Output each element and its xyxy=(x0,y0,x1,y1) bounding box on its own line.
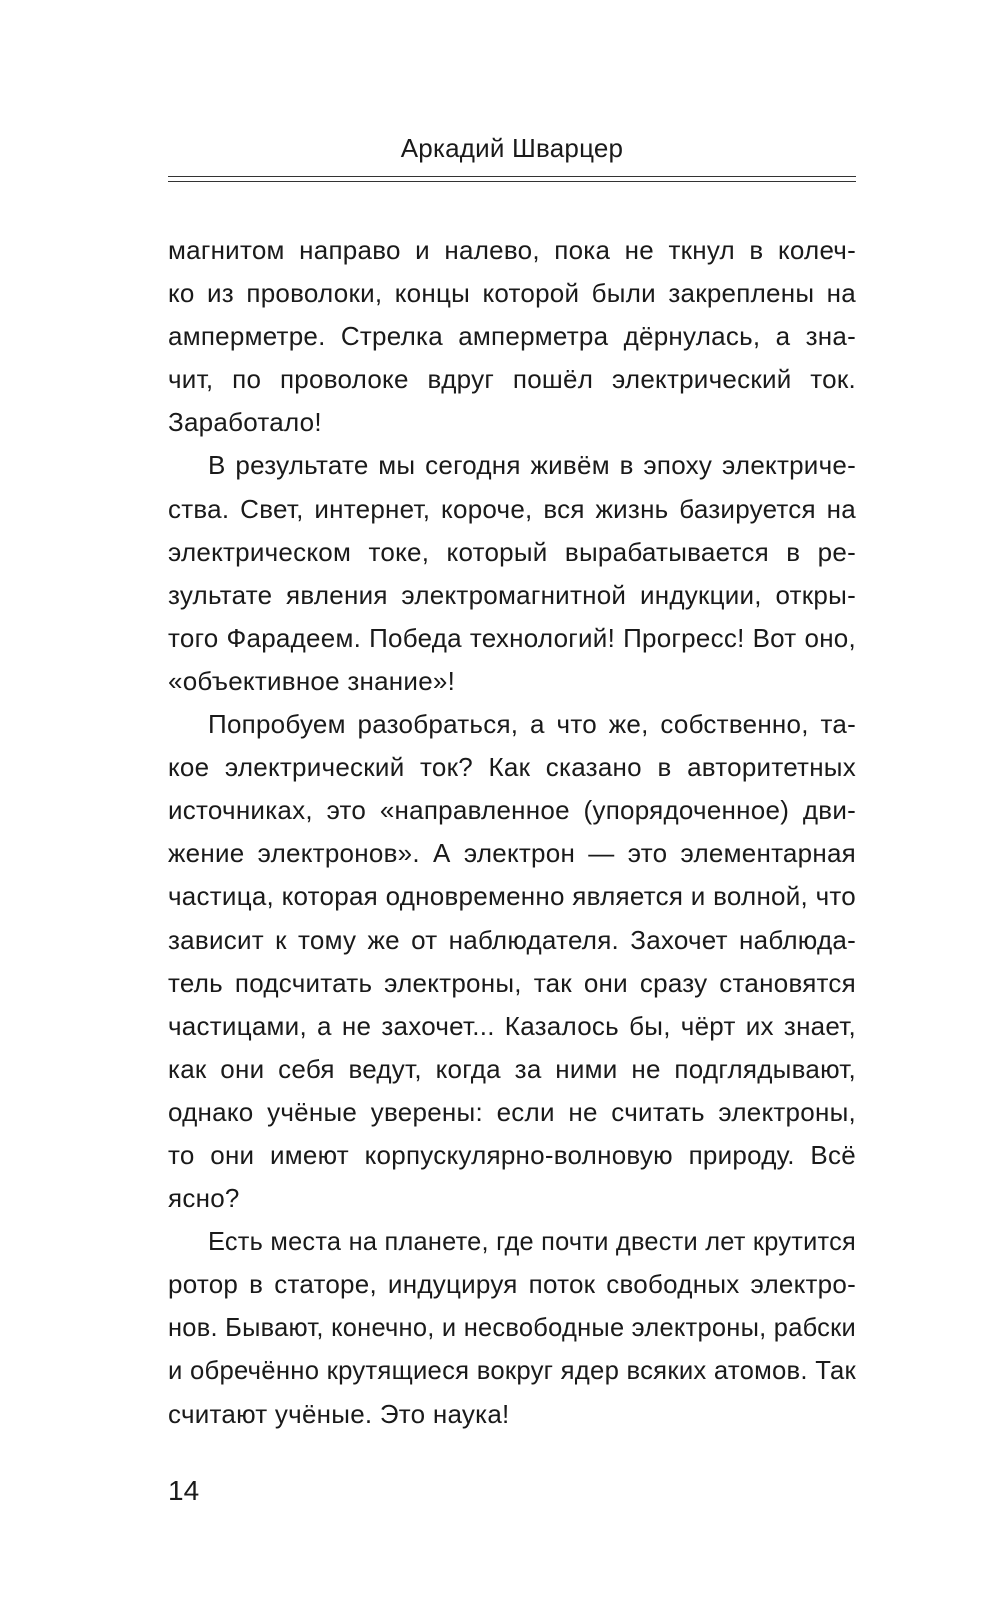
text-line: В результате мы сегодня живём в эпоху электриче- xyxy=(208,450,856,481)
text-line: кое электрический ток? Как сказано в авторитетных xyxy=(168,752,856,783)
body-text xyxy=(168,229,856,1436)
text-line: источниках, это «направленное (упорядоченное) дви- xyxy=(168,795,856,826)
text-line: как они себя ведут, когда за ними не подглядывают, xyxy=(168,1053,856,1084)
text-line: и обречённо крутящиеся вокруг ядер всяких атомов. Так xyxy=(168,1355,856,1386)
page-number: 14 xyxy=(168,1475,200,1506)
paragraph xyxy=(168,703,856,1220)
text-line: ясно? xyxy=(168,1183,240,1214)
text-line: того Фарадеем. Победа технологий! Прогресс! Вот оно, xyxy=(168,622,856,653)
text-line: частица, которая одновременно является и волной, что xyxy=(168,881,856,912)
text-line: «объективное знание»! xyxy=(168,665,456,696)
text-line: считают учёные. Это наука! xyxy=(168,1398,510,1429)
text-line: ства. Свет, интернет, короче, вся жизнь базируется на xyxy=(168,493,856,524)
text-line: зультате явления электромагнитной индукции, откры- xyxy=(168,579,856,610)
text-line: то они имеют корпускулярно-волновую природу. Всё xyxy=(168,1139,856,1170)
text-line: ко из проволоки, концы которой были закреплены на xyxy=(168,278,856,309)
paragraph xyxy=(168,444,856,703)
text-line: зависит к тому же от наблюдателя. Захочет наблюда- xyxy=(168,924,856,955)
paragraph xyxy=(168,229,856,444)
text-line: ротор в статоре, индуцируя поток свободных электро- xyxy=(168,1269,856,1300)
text-line: тель подсчитать электроны, так они сразу становятся xyxy=(168,967,856,998)
text-line: Попробуем разобраться, а что же, собственно, та- xyxy=(208,709,856,740)
paragraph xyxy=(168,1220,856,1435)
text-line: жение электронов». А электрон — это элементарная xyxy=(168,838,856,869)
text-line: нов. Бывают, конечно, и несвободные электроны, рабски xyxy=(168,1312,856,1343)
text-line: магнитом направо и налево, пока не ткнул в колеч- xyxy=(168,235,856,265)
text-line: Заработало! xyxy=(168,407,322,438)
text-line: амперметре. Стрелка амперметра дёрнулась, а зна- xyxy=(168,321,856,352)
running-head-author: Аркадий Шварцер xyxy=(400,133,624,163)
text-line: электрическом токе, который вырабатывается в ре- xyxy=(168,536,856,567)
text-line: однако учёные уверены: если не считать электроны, xyxy=(168,1096,856,1127)
header-rule-bottom xyxy=(168,181,856,182)
header-rule-top xyxy=(168,176,856,177)
text-line: Есть места на планете, где почти двести лет крутится xyxy=(208,1226,856,1257)
text-line: частицами, а не захочет... Казалось бы, чёрт их знает, xyxy=(168,1010,856,1041)
text-line: чит, по проволоке вдруг пошёл электрический ток. xyxy=(168,364,856,395)
